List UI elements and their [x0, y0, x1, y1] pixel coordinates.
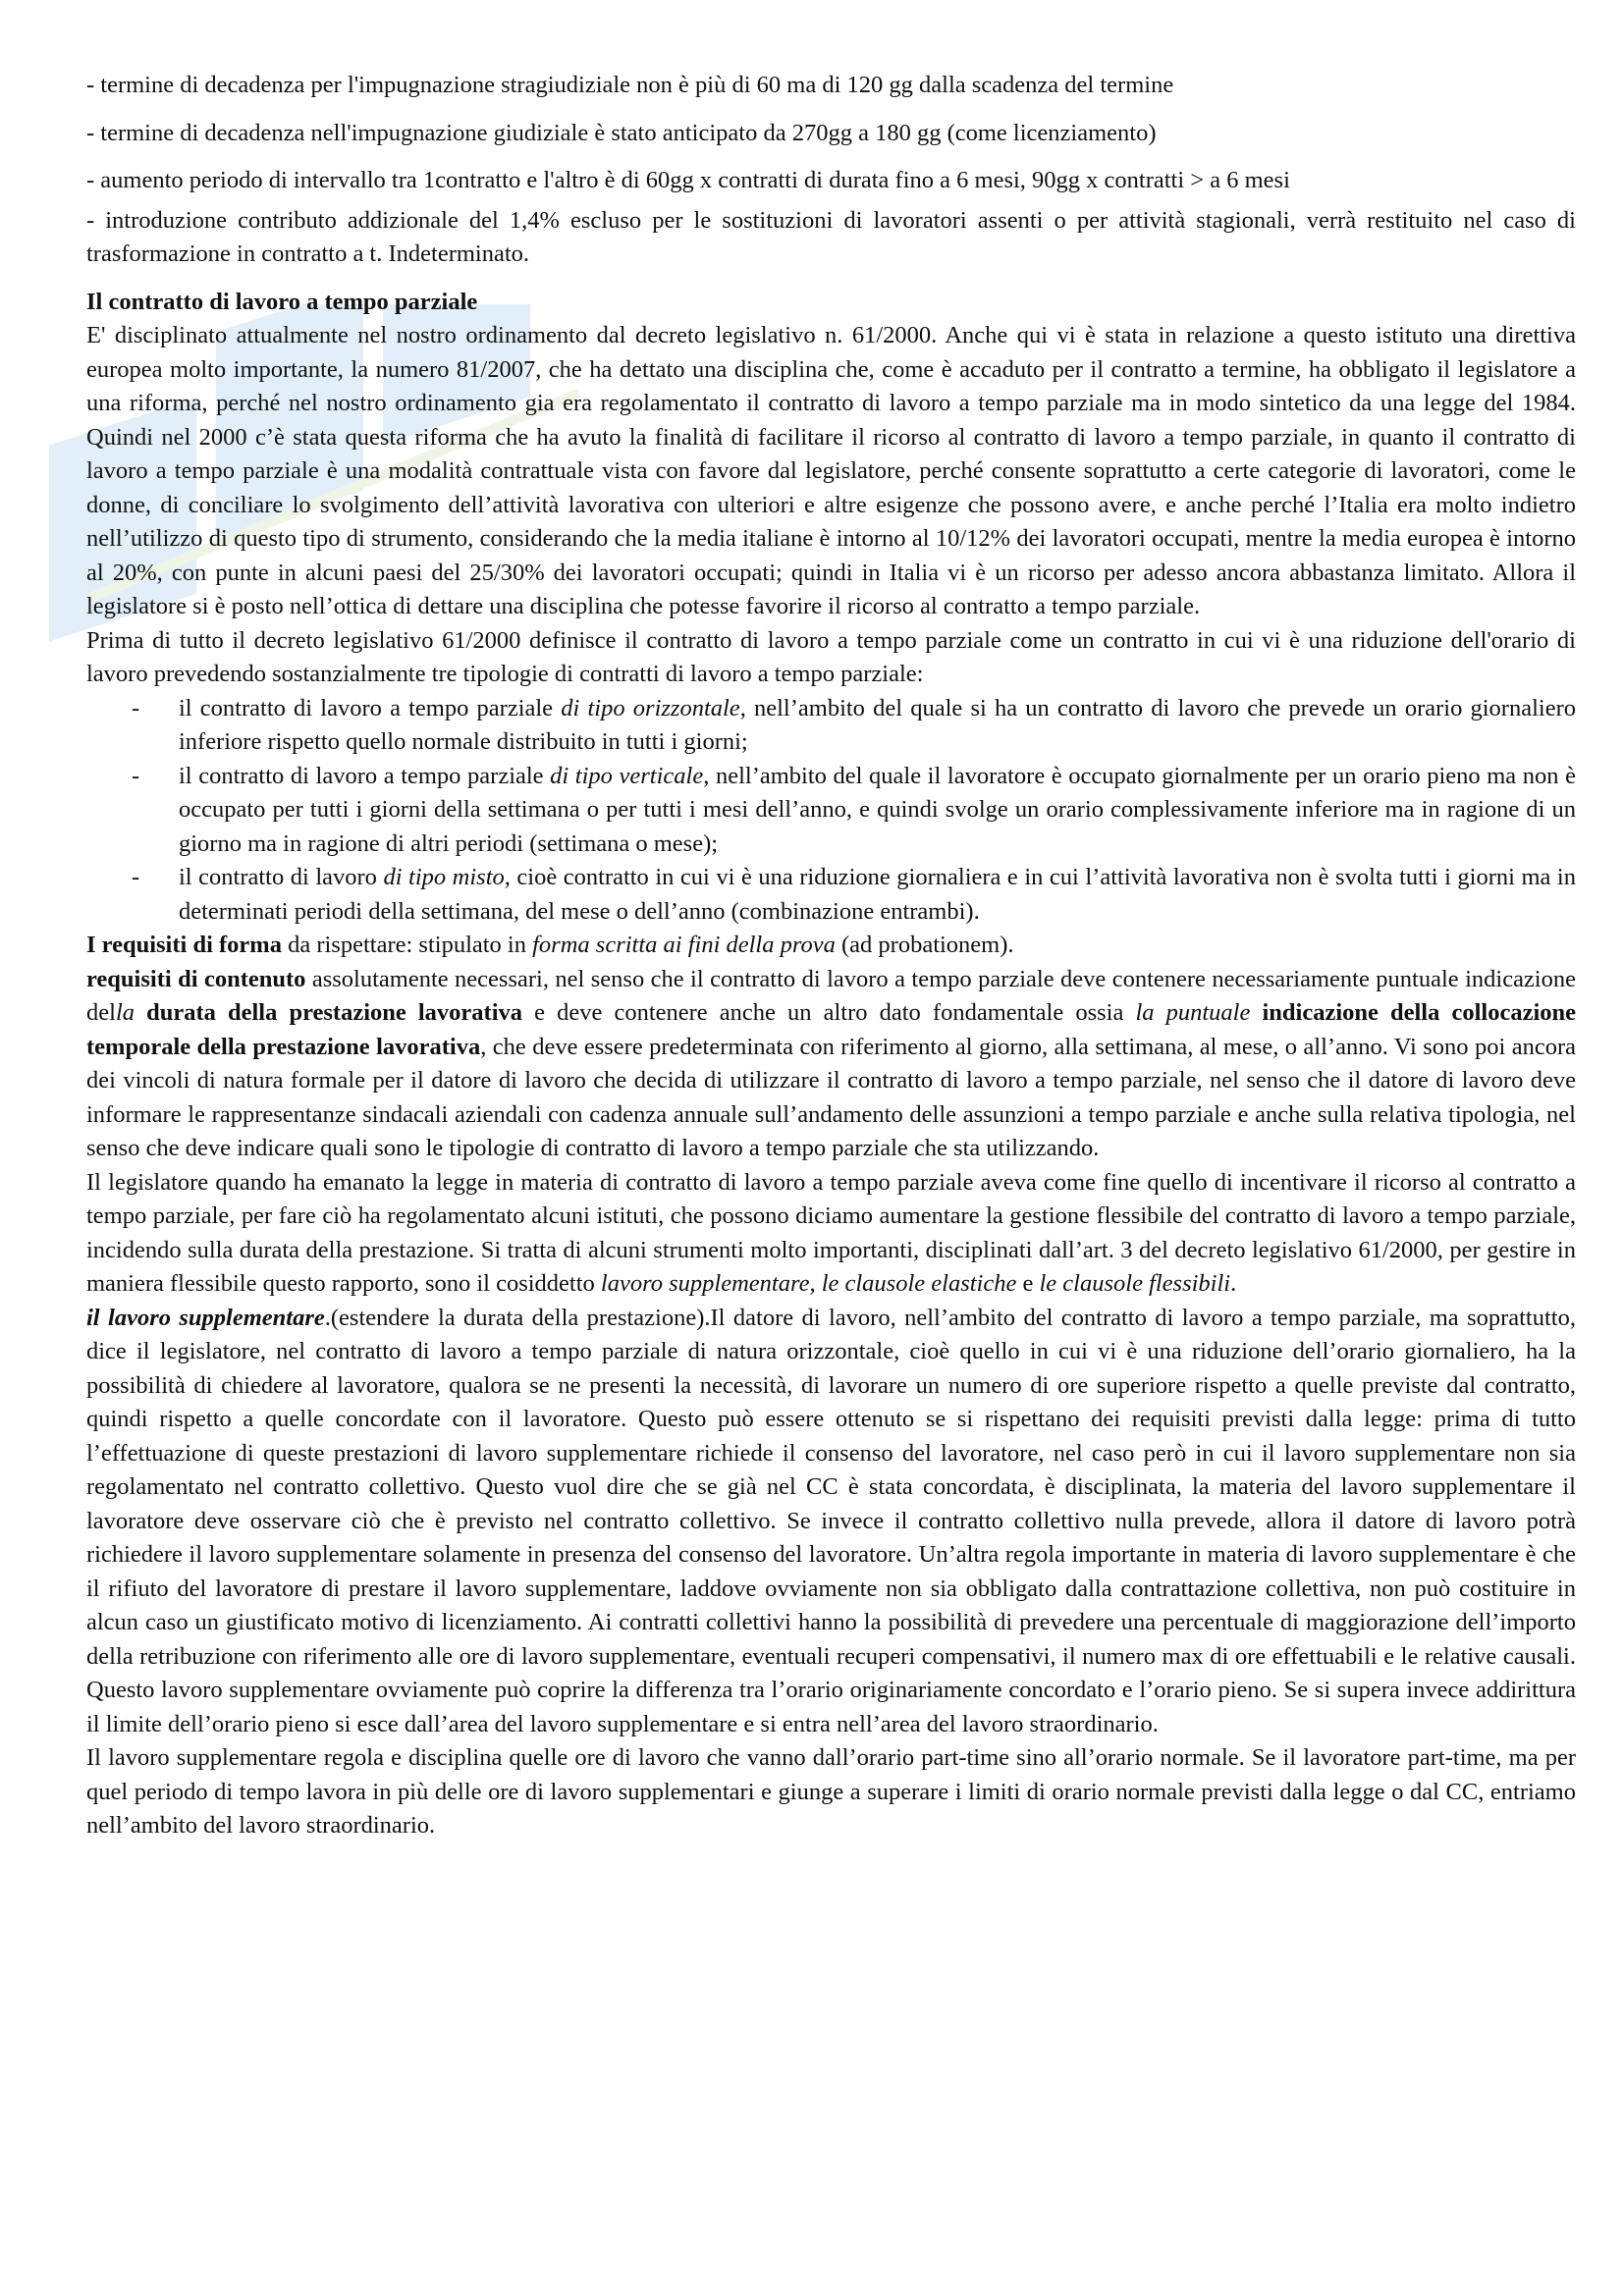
list-dash: -	[132, 864, 140, 890]
paragraph: Il legislatore quando ha emanato la legge in materia di contratto di lavoro a tempo parziale aveva come fine quello di incentivare il ricorso al contratto a tempo parziale, per fare ciò ha regolamentato alcuni istituti, che possono diciamo aumentare la gestione flessibile del contratto di lavoro a tempo parziale, incidendo sulla durata della prestazione. Si tratta di alcuni strumenti molto importanti, disciplinati dall’art. 3 del decreto legislativo 61/2000, per gestire in maniera flessibile questo rapporto, sono il cosiddetto lavoro supplementare, le clausole elastiche e le clausole flessibili.	[86, 1168, 1576, 1297]
list-item: - il contratto di lavoro di tipo misto, cioè contratto in cui vi è una riduzione giornaliera e in cui l’attività lavorativa non è svolta tutti i giorni ma in determinati periodi della settimana, del mese o dell’anno (combinazione entrambi).	[86, 861, 1576, 929]
list-dash: -	[132, 694, 140, 721]
paragraph: Prima di tutto il decreto legislativo 61/2000 definisce il contratto di lavoro a tempo parziale come un contratto in cui vi è una riduzione dell'orario di lavoro prevedendo sostanzialmente tre tipologie di contratti di lavoro a tempo parziale:	[86, 626, 1576, 687]
list-item: - il contratto di lavoro a tempo parziale di tipo verticale, nell’ambito del quale il lavoratore è occupato giornalmente per un orario pieno ma non è occupato per tutti i giorni della settimana o per tutti i mesi dell’anno, e quindi svolge un orario complessivamente inferiore ma in ragione di un giorno ma in ragione di altri periodi (settimana o mese);	[86, 760, 1576, 862]
form-requirements: I requisiti di forma da rispettare: stipulato in forma scritta ai fini della prova (ad probationem).	[86, 932, 1014, 958]
intro-item: - introduzione contributo addizionale del 1,4% escluso per le sostituzioni di lavoratori assenti o per attività stagionali, verrà restituito nel caso di trasformazione in contratto a t. Indeterminato.	[86, 206, 1576, 267]
list-dash: -	[132, 762, 140, 789]
paragraph: il lavoro supplementare.(estendere la durata della prestazione).Il datore di lavoro, nell’ambito del contratto di lavoro a tempo parziale, ma soprattutto, dice il legislatore, nel contratto di lavoro a tempo parziale di natura orizzontale, cioè quello in cui vi è una riduzione dell’orario giornaliero, ha la possibilità di chiedere al lavoratore, qualora se ne presenti la necessità, di lavorare un numero di ore superiore rispetto a quelle previste dal contratto, quindi rispetto a quelle concordate con il lavoratore. Questo può essere ottenuto se si rispettano dei requisiti previsti dalla legge: prima di tutto l’effettuazione di queste prestazioni di lavoro supplementare richiede il consenso del lavoratore, nel caso però in cui il lavoro supplementare non sia regolamentato nel contratto collettivo. Questo vuol dire che se già nel CC è stata concordata, è disciplinata, la materia del lavoro supplementare il lavoratore deve osservare ciò che è previsto nel contratto collettivo. Se invece il contratto collettivo nulla prevede, allora il datore di lavoro potrà richiedere il lavoro supplementare solamente in presenza del consenso del lavoratore. Un’altra regola importante in materia di lavoro supplementare è che il rifiuto del lavoratore di prestare il lavoro supplementare, laddove ovviamente non sia obbligato dalla contrattazione collettiva, non può costituire in alcun caso un giustificato motivo di licenziamento. Ai contratti collettivi hanno la possibilità di prevedere una percentuale di maggiorazione dell’importo della retribuzione con riferimento alle ore di lavoro supplementare, eventuali recuperi compensativi, il numero max di ore effettuabili e le relative causali. Questo lavoro supplementare ovviamente può coprire la differenza tra l’orario originariamente concordato e l’orario pieno. Se si supera invece addirittura il limite dell’orario pieno si esce dall’area del lavoro supplementare e si entra nell’area del lavoro straordinario.	[86, 1304, 1576, 1737]
list-item: - il contratto di lavoro a tempo parziale di tipo orizzontale, nell’ambito del quale si ha un contratto di lavoro che prevede un orario giornaliero inferiore rispetto quello normale distribuito in tutti i giorni;	[86, 692, 1576, 760]
content-requirements: requisiti di contenuto assolutamente necessari, nel senso che il contratto di lavoro a tempo parziale deve contenere necessariamente puntuale indicazione della durata della prestazione lavorativa e deve contenere anche un altro dato fondamentale ossia la puntuale indicazione della collocazione temporale della prestazione lavorativa, che deve essere predeterminata con riferimento al giorno, alla settimana, al mese, o all’anno. Vi sono poi ancora dei vincoli di natura formale per il datore di lavoro che decida di utilizzare il contratto di lavoro a tempo parziale, nel senso che il datore di lavoro deve informare le rappresentanze sindacali aziendali con cadenza annuale sull’andamento delle assunzioni a tempo parziale e anche sulla relativa tipologia, nel senso che deve indicare quali sono le tipologie di contratto di lavoro a tempo parziale che sta utilizzando.	[86, 965, 1577, 1161]
intro-item: - aumento periodo di intervallo tra 1contratto e l'altro è di 60gg x contratti di durata fino a 6 mesi, 90gg x contratti > a 6 mesi	[86, 167, 1290, 193]
section-heading: Il contratto di lavoro a tempo parziale	[86, 288, 478, 315]
document-page	[86, 69, 1576, 1843]
part-time-types-list	[86, 692, 1576, 930]
intro-item: - termine di decadenza per l'impugnazione stragiudiziale non è più di 60 ma di 120 gg dalla scadenza del termine	[86, 72, 1174, 98]
paragraph: Il lavoro supplementare regola e disciplina quelle ore di lavoro che vanno dall’orario part-time sino all’orario normale. Se il lavoratore part-time, ma per quel periodo di tempo lavora in più delle ore di lavoro supplementari e giunge a superare i limiti di orario normale previsti dalla legge o dal CC, entriamo nell’ambito del lavoro straordinario.	[86, 1744, 1576, 1839]
paragraph: E' disciplinato attualmente nel nostro ordinamento dal decreto legislativo n. 61/2000. Anche qui vi è stata in relazione a questo istituto una direttiva europea molto importante, la numero 81/2007, che ha dettato una disciplina che, come è accaduto per il contratto a termine, ha obbligato il legislatore a una riforma, perché nel nostro ordinamento gia era regolamentato il contratto di lavoro a tempo parziale ma in modo sintetico da una legge del 1984. Quindi nel 2000 c’è stata questa riforma che ha avuto la finalità di facilitare il ricorso al contratto di lavoro a tempo parziale, in quanto il contratto di lavoro a tempo parziale è una modalità contrattuale vista con favore dal legislatore, perché consente soprattutto a certe categorie di lavoratori, come le donne, di conciliare lo svolgimento dell’attività lavorativa con ulteriori e altre esigenze che possono avere, e anche perché l’Italia era molto indietro nell’utilizzo di questo tipo di strumento, considerando che la media italiane è intorno al 10/12% dei lavoratori occupati, mentre la media europea è intorno al 20%, con punte in alcuni paesi del 25/30% dei lavoratori occupati; quindi in Italia vi è un ricorso per adesso ancora abbastanza limitato. Allora il legislatore si è posto nell’ottica di dettare una disciplina che potesse favorire il ricorso al contratto a tempo parziale.	[86, 322, 1576, 619]
intro-list	[86, 69, 1576, 272]
intro-item: - termine di decadenza nell'impugnazione giudiziale è stato anticipato da 270gg a 180 gg (come licenziamento)	[86, 119, 1157, 146]
